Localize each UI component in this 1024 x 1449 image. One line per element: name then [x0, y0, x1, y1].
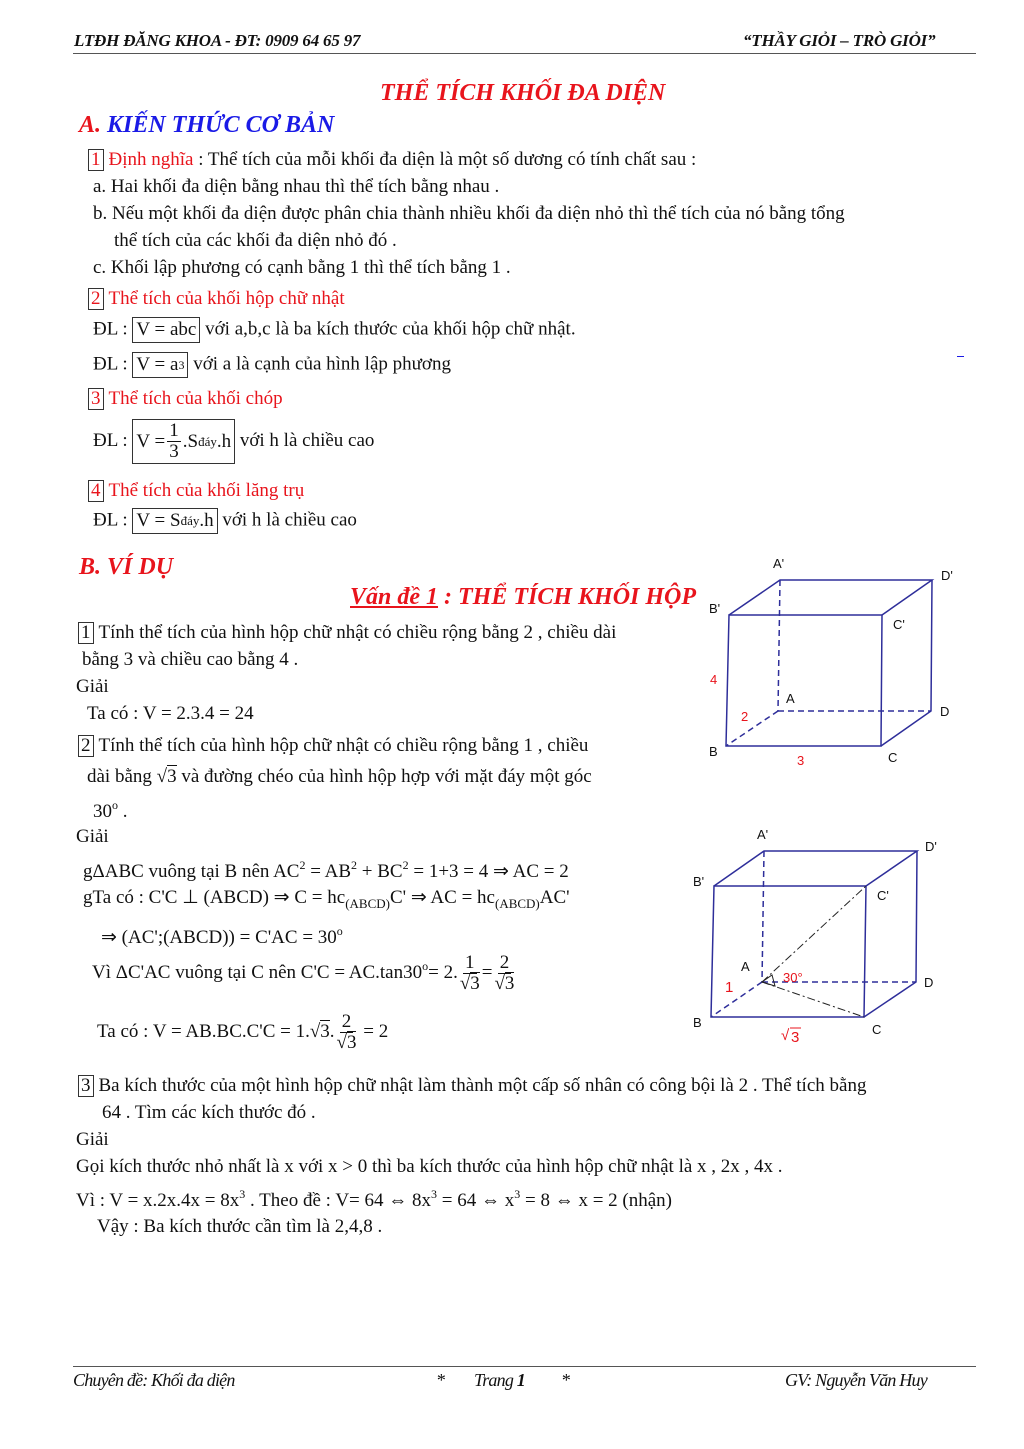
label-c-prime: C' [877, 888, 889, 903]
text: + BC [357, 861, 403, 882]
sqrt-radicand: 3 [346, 1032, 357, 1053]
text: Vì ΔC'AC vuông tại C nên C'C = AC.tan30 [92, 961, 423, 983]
exponent: 2 [402, 858, 409, 872]
box-figure-1 [726, 580, 932, 746]
label-c-prime: C' [893, 617, 905, 632]
text: = 2. [428, 961, 458, 983]
topic-number: Vấn đề 1 [350, 584, 439, 610]
item-number: 2 [78, 735, 94, 757]
numerator: 1 [465, 952, 475, 973]
text: . [329, 1020, 335, 1042]
footer-rule [73, 1366, 976, 1367]
footer-star: * [561, 1370, 570, 1390]
formula-text: .S [182, 430, 199, 452]
denominator: √3 [336, 1032, 357, 1053]
degree: o [422, 958, 429, 973]
text: AC' [539, 887, 570, 908]
top-face-edges [714, 851, 917, 886]
sqrt-radicand: 3 [504, 973, 515, 994]
text: Vì : V = x.2x.4x = 8x [76, 1190, 240, 1211]
denominator: √3 [459, 973, 480, 994]
dl-label: ĐL : [93, 318, 133, 340]
degree: o [112, 798, 118, 812]
numerator: 1 [169, 420, 179, 441]
formula-box: V = abc [132, 317, 200, 343]
example-1-answer: Ta có : V = 2.3.4 = 24 [87, 703, 254, 724]
example-text: Tính thể tích của hình hộp chữ nhật có chiều rộng bằng 2 , chiều dài [98, 622, 617, 643]
item-number: 3 [78, 1075, 94, 1097]
property-c: c. Khối lập phương có cạnh bằng 1 thì thể tích bằng 1 . [93, 257, 511, 278]
solution-line-1: Gọi kích thước nhỏ nhất là x với x > 0 thì ba kích thước của hình hộp chữ nhật là x , 2x , 4x . [76, 1156, 783, 1177]
solution-step-5: Ta có : V = AB.BC.C'C = 1.√3. $\frac{2}{√3}$ = 2 [97, 1011, 389, 1053]
text: = AB [305, 861, 352, 882]
dim-length: 3 [797, 753, 805, 768]
label-b-prime: B' [709, 601, 721, 616]
exponent: 3 [431, 1187, 438, 1201]
subscript: đáy [198, 433, 217, 449]
example-text: Ba kích thước của một hình hộp chữ nhật làm thành một cấp số nhân có công bội là 2 . Thể tích bằng [98, 1075, 867, 1096]
footer-page [474, 1370, 525, 1391]
item-number: 3 [88, 388, 104, 410]
page-title: THỂ TÍCH KHỐI ĐA DIỆN [380, 80, 666, 106]
property-b2: thể tích của các khối đa diện nhỏ đó . [114, 230, 397, 251]
header-right: “THẦY GIỎI – TRÒ GIỎI” [743, 31, 936, 50]
example-text: Tính thể tích của hình hộp chữ nhật có chiều rộng bằng 1 , chiều [98, 735, 589, 756]
topic-title: : THỂ TÍCH KHỐI HỘP [438, 584, 697, 610]
text: = 8 ⇔ x = 2 (nhận) [520, 1190, 673, 1211]
sqrt-radicand: 3 [167, 766, 177, 787]
subscript: (ABCD) [494, 896, 540, 911]
formula-text: .h [216, 430, 232, 452]
solution-label: Giải [76, 826, 109, 847]
label-a: A [741, 959, 750, 974]
right-face-edges [864, 851, 917, 1017]
label-d-prime: D' [925, 839, 937, 854]
denominator: √3 [494, 973, 515, 994]
section-letter: B. [79, 554, 102, 580]
label-b: B [693, 1015, 702, 1030]
text: và đường chéo của hình hộp hợp với mặt đáy một góc [176, 766, 592, 787]
denominator: 3 [169, 441, 179, 462]
item-number: 1 [88, 149, 104, 171]
dl-label: ĐL : [93, 509, 133, 531]
section-letter: A. [79, 112, 102, 138]
exponent: 3 [178, 357, 185, 372]
dim-bc: 3 [791, 1029, 800, 1046]
footer-topic: Chuyên đề: Khối đa diện [73, 1370, 235, 1390]
text: 30 [93, 801, 112, 822]
subscript: đáy [180, 513, 200, 528]
text: . [118, 801, 128, 822]
label-a-prime: A' [757, 827, 769, 842]
footer-author: GV: Nguyễn Văn Huy [785, 1370, 927, 1390]
formula-text: V = [136, 430, 166, 452]
formula-desc: với a,b,c là ba kích thước của khối hộp chữ nhật. [205, 318, 576, 340]
item-number: 1 [78, 622, 94, 644]
page-number: 1 [516, 1370, 525, 1390]
text: = 64 ⇔ x [437, 1190, 515, 1211]
heading-text: Thể tích của khối hộp chữ nhật [108, 288, 345, 309]
diagonals [762, 886, 866, 1017]
dim-height: 4 [710, 672, 718, 687]
subscript: (ABCD) [345, 896, 390, 911]
example-3-line2: 64 . Tìm các kích thước đó . [102, 1102, 316, 1123]
formula-desc: với h là chiều cao [239, 429, 375, 451]
property-a: a. Hai khối đa diện bằng nhau thì thể tích bằng nhau . [93, 176, 500, 197]
text: = 2 [358, 1020, 389, 1042]
text: dài bằng [87, 766, 157, 787]
exponent: 2 [299, 858, 306, 872]
label-a-prime: A' [773, 556, 785, 571]
label-a: A [786, 691, 795, 706]
label-d-prime: D' [941, 568, 953, 583]
text: gΔABC vuông tại B nên AC [83, 861, 300, 882]
numerator: 2 [499, 952, 510, 973]
label-d: D [940, 704, 950, 719]
right-face-edges [881, 580, 932, 746]
text: C' ⇒ AC = hc [389, 887, 495, 908]
page-label: Trang [474, 1370, 514, 1390]
hidden-edges [726, 580, 931, 746]
dim-width: 2 [741, 709, 749, 724]
dim-ab: 1 [725, 979, 734, 996]
exponent: 2 [351, 858, 358, 872]
section-label: KIẾN THỨC CƠ BẢN [107, 112, 335, 138]
front-face [726, 615, 882, 746]
item-number: 2 [88, 288, 104, 310]
text: ⇒ (AC';(ABCD)) = C'AC = 30 [101, 927, 337, 948]
degree: o [336, 924, 343, 938]
text: = 1+3 = 4 ⇒ AC = 2 [408, 861, 569, 882]
section-label: VÍ DỤ [107, 554, 174, 580]
sqrt-radicand: 3 [320, 1020, 330, 1042]
formula-text: V = S [136, 510, 181, 531]
label-c: C [888, 750, 898, 765]
angle-marker [762, 975, 775, 986]
formula-desc: với a là cạnh của hình lập phương [193, 353, 451, 375]
example-1-line2: bằng 3 và chiều cao bằng 4 . [82, 649, 299, 670]
front-face [711, 886, 866, 1017]
dl-label: ĐL : [93, 429, 133, 451]
text: . Theo đề : V= 64 ⇔ 8x [245, 1190, 432, 1211]
sqrt-radicand: 3 [470, 973, 480, 994]
text: Ta có : V = AB.BC.C'C = 1. [97, 1020, 310, 1042]
top-face-edges [729, 580, 932, 615]
header-left: LTĐH ĐĂNG KHOA - ĐT: 0909 64 65 97 [74, 31, 361, 50]
footer-star: * [436, 1370, 445, 1390]
solution-label: Giải [76, 676, 109, 697]
exponent: 3 [514, 1187, 521, 1201]
label-c: C [872, 1022, 882, 1037]
label-d: D [924, 975, 934, 990]
numerator: 2 [341, 1011, 352, 1032]
sqrt-sign: √ [781, 1027, 790, 1044]
dim-angle: 30° [783, 970, 803, 985]
property-b1: b. Nếu một khối đa diện được phân chia thành nhiều khối đa diện nhỏ thì thể tích của nó bằng tổng [93, 203, 845, 224]
item-number: 4 [88, 480, 104, 502]
heading-text: Thể tích của khối lăng trụ [108, 480, 305, 501]
heading-text: Thể tích của khối chóp [108, 388, 283, 409]
text: = [481, 961, 493, 983]
solution-label: Giải [76, 1129, 109, 1150]
formula-desc: với h là chiều cao [222, 509, 357, 531]
solution-conclusion: Vậy : Ba kích thước cần tìm là 2,4,8 . [97, 1216, 383, 1237]
example-2-line2: dài bằng √3 và đường chéo của hình hộp hợp với mặt đáy một góc [87, 766, 592, 787]
label-b-prime: B' [693, 874, 705, 889]
text: gTa có : C'C ⊥ (ABCD) ⇒ C = hc [83, 887, 346, 908]
dl-label: ĐL : [93, 353, 133, 375]
label-b: B [709, 744, 718, 759]
definition-text: : Thể tích của mỗi khối đa diện là một số dương có tính chất sau : [193, 149, 697, 170]
formula-text: V = a [136, 354, 179, 375]
exponent: 3 [239, 1187, 246, 1201]
definition-term: Định nghĩa [108, 149, 194, 170]
formula-text: .h [199, 510, 214, 531]
